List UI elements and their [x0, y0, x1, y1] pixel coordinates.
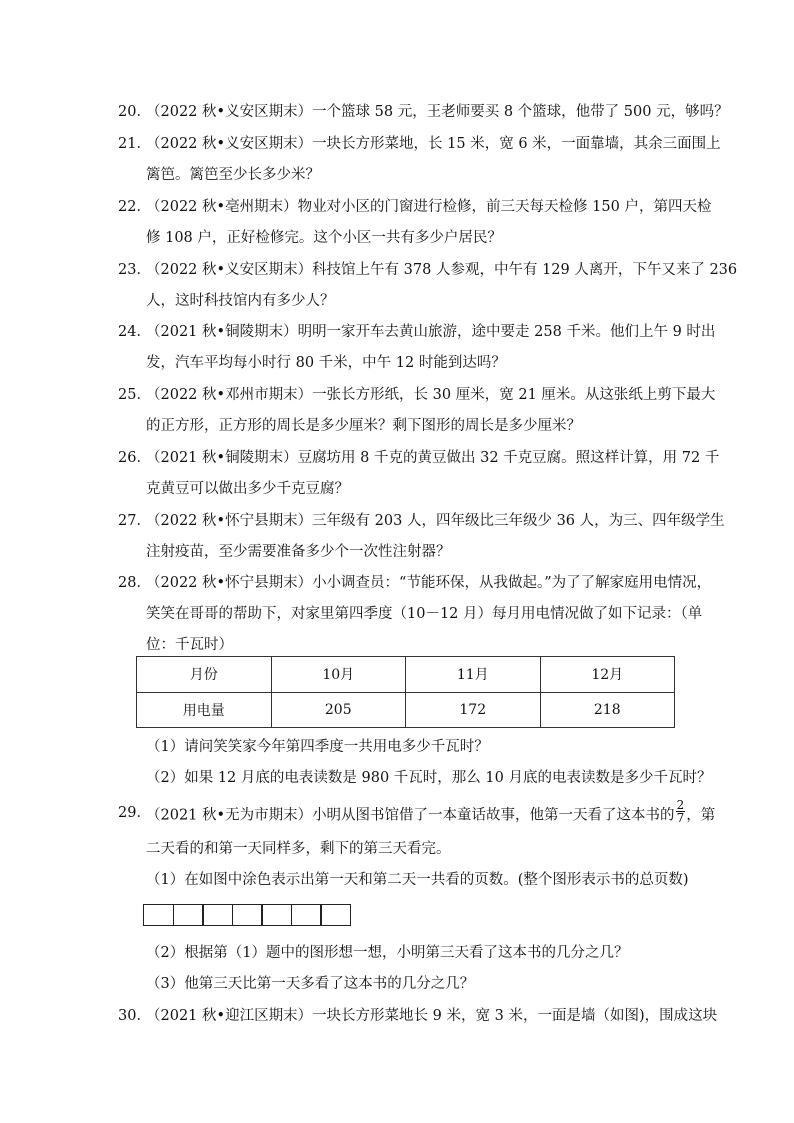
fraction-two-sevenths: [676, 799, 686, 824]
problem-29-line-2: 二天看的和第一天同样多，剩下的第三天看完。: [146, 841, 451, 857]
problem-24-number: 24．: [118, 324, 151, 340]
problem-22-line-1: （2022 秋•亳州期末）物业对小区的门窗进行检修，前三天每天检修 150 户，第四天检: [146, 199, 712, 215]
table-row: [137, 692, 675, 728]
problem-28-line-3: 位：千瓦时）: [146, 637, 233, 653]
q29-sub-1: （1）在如图中涂色表示出第一天和第二天一共看的页数。(整个图形表示书的总页数): [146, 872, 689, 888]
problem-27-line-1: （2022 秋•怀宁县期末）三年级有 203 人，四年级比三年级少 36 人，为三、四年级学生: [146, 513, 725, 529]
problem-20-number: 20．: [118, 104, 151, 120]
problem-29-line-1: [146, 798, 716, 828]
book-pages-grid: [143, 904, 351, 926]
problem-29-text-before-fraction: （2021 秋•无为市期末）小明从图书馆借了一本童话故事，他第一天看了这本书的: [146, 807, 675, 824]
problem-29-number: 29．: [118, 805, 151, 821]
problem-28-line-1: （2022 秋•怀宁县期末）小小调查员：“节能环保，从我做起。”为了了解家庭用电情况，: [146, 575, 712, 591]
q28-sub-2: （2）如果 12 月底的电表读数是 980 千瓦时，那么 10 月底的电表读数是多少千瓦时？: [146, 770, 712, 786]
grid-cell[interactable]: [232, 904, 263, 926]
problem-30-line-1: （2021 秋•迎江区期末）一块长方形菜地长 9 米，宽 3 米，一面是墙（如图)，围成这块: [146, 1008, 718, 1024]
table-header-cell: 11月: [406, 657, 541, 693]
table-cell: 218: [540, 692, 675, 728]
problem-25-number: 25．: [118, 387, 151, 403]
problem-24-line-2: 发，汽车平均每小时行 80 千米，中午 12 时能到达吗？: [146, 355, 506, 371]
problem-28-line-2: 笑笑在哥哥的帮助下，对家里第四季度（10－12 月）每月用电情况做了如下记录：（单: [146, 606, 703, 622]
problem-24-line-1: （2021 秋•铜陵期末）明明一家开车去黄山旅游，途中要走 258 千米。他们上午 9 时出: [146, 324, 716, 340]
problem-29-text-after-fraction: ，第: [686, 807, 716, 824]
table-cell: 172: [406, 692, 541, 728]
problem-23-number: 23．: [118, 262, 151, 278]
q28-sub-1: （1）请问笑笑家今年第四季度一共用电多少千瓦时？: [146, 739, 489, 755]
problem-21-number: 21．: [118, 136, 151, 152]
problem-23-line-2: 人，这时科技馆内有多少人？: [146, 293, 335, 309]
grid-cell[interactable]: [143, 904, 174, 926]
table-header-cell: 月份: [137, 657, 272, 693]
fraction-denominator: 7: [676, 811, 685, 825]
grid-cell[interactable]: [291, 904, 322, 926]
table-row: [137, 657, 675, 693]
problem-20-line-1: （2022 秋•义安区期末）一个篮球 58 元，王老师要买 8 个篮球，他带了 500 元，够吗？: [146, 104, 729, 120]
problem-23-line-1: （2022 秋•义安区期末）科技馆上午有 378 人参观，中午有 129 人离开，下午又来了 236: [146, 262, 738, 278]
grid-cell[interactable]: [320, 904, 351, 926]
table-header-cell: 12月: [540, 657, 675, 693]
problem-22-number: 22．: [118, 199, 151, 215]
grid-cell[interactable]: [202, 904, 233, 926]
problem-21-line-2: 篱笆。篱笆至少长多少米？: [146, 167, 320, 183]
problem-22-line-2: 修 108 户，正好检修完。这个小区一共有多少户居民？: [146, 230, 502, 246]
fraction-numerator: 2: [676, 798, 685, 812]
problem-25-line-1: （2022 秋•邓州市期末）一张长方形纸，长 30 厘米，宽 21 厘米。从这张纸上剪下最大: [146, 387, 716, 403]
table-cell: 用电量: [137, 692, 272, 728]
problem-26-line-1: （2021 秋•铜陵期末）豆腐坊用 8 千克的黄豆做出 32 千克豆腐。照这样计算，用 72 千: [146, 450, 720, 466]
electricity-table: [136, 656, 675, 728]
q29-sub-3: （3）他第三天比第一天多看了这本书的几分之几？: [146, 976, 475, 992]
grid-cell[interactable]: [261, 904, 292, 926]
problem-26-line-2: 克黄豆可以做出多少千克豆腐？: [146, 481, 349, 497]
problem-25-line-2: 的正方形，正方形的周长是多少厘米？剩下图形的周长是多少厘米？: [146, 418, 581, 434]
q29-sub-2: （2）根据第（1）题中的图形想一想，小明第三天看了这本书的几分之几？: [146, 945, 629, 961]
problem-21-line-1: （2022 秋•义安区期末）一块长方形菜地，长 15 米，宽 6 米，一面靠墙，其余三面围上: [146, 136, 721, 152]
problem-26-number: 26．: [118, 450, 151, 466]
problem-27-number: 27．: [118, 513, 151, 529]
problem-28-number: 28．: [118, 575, 151, 591]
table-cell: 205: [271, 692, 406, 728]
table-header-cell: 10月: [271, 657, 406, 693]
problem-27-line-2: 注射疫苗，至少需要准备多少个一次性注射器？: [146, 544, 451, 560]
grid-cell[interactable]: [173, 904, 204, 926]
problem-30-number: 30．: [118, 1008, 151, 1024]
